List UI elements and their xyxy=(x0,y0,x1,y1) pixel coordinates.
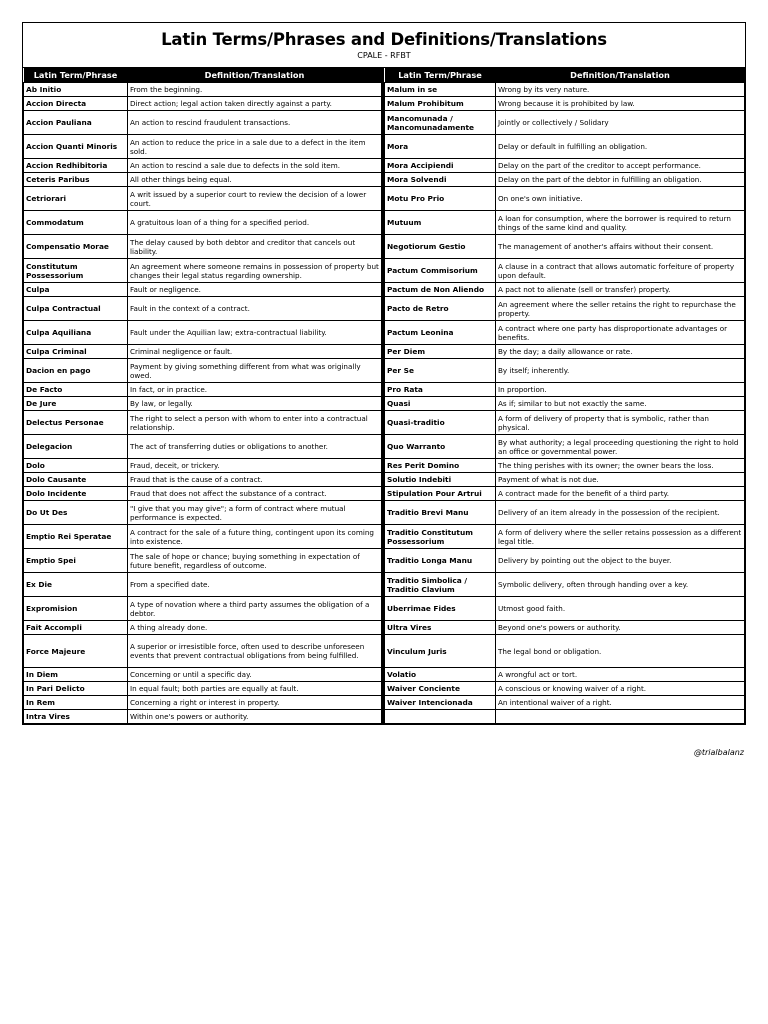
latin-term: Pacto de Retro xyxy=(385,297,496,321)
latin-term: Dolo Incidente xyxy=(24,487,128,501)
table-row xyxy=(385,187,745,211)
right-header-row xyxy=(385,68,745,83)
latin-term: Mancomunada / Mancomunadamente xyxy=(385,111,496,135)
latin-term xyxy=(385,710,496,724)
latin-term: Stipulation Pour Artrui xyxy=(385,487,496,501)
term-definition: Fraud that does not affect the substance of a contract. xyxy=(128,487,382,501)
term-definition: An intentional waiver of a right. xyxy=(496,696,745,710)
latin-term: Waiver Intencionada xyxy=(385,696,496,710)
latin-term: Malum Prohibitum xyxy=(385,97,496,111)
latin-term: Fait Accompli xyxy=(24,621,128,635)
table-row xyxy=(24,173,382,187)
latin-term: Ultra Vires xyxy=(385,621,496,635)
term-definition: An action to rescind a sale due to defects in the sold item. xyxy=(128,159,382,173)
term-definition: In equal fault; both parties are equally at fault. xyxy=(128,682,382,696)
latin-term: Constitutum Possessorium xyxy=(24,259,128,283)
term-definition: Symbolic delivery, often through handing over a key. xyxy=(496,573,745,597)
term-definition: "I give that you may give"; a form of contract where mutual performance is expected. xyxy=(128,501,382,525)
table-row xyxy=(385,397,745,411)
table-row xyxy=(385,211,745,235)
term-definition: In fact, or in practice. xyxy=(128,383,382,397)
latin-term: Pactum Commisorium xyxy=(385,259,496,283)
table-row xyxy=(24,83,382,97)
table-row xyxy=(385,173,745,187)
table-row xyxy=(24,397,382,411)
table-row xyxy=(24,525,382,549)
latin-term: Dolo Causante xyxy=(24,473,128,487)
latin-term: De Jure xyxy=(24,397,128,411)
table-row xyxy=(24,159,382,173)
term-definition: All other things being equal. xyxy=(128,173,382,187)
terms-columns xyxy=(23,68,745,724)
table-row xyxy=(24,97,382,111)
table-row xyxy=(24,411,382,435)
latin-term: Mora xyxy=(385,135,496,159)
term-definition: Payment by giving something different from what was originally owed. xyxy=(128,359,382,383)
latin-term: Accion Pauliana xyxy=(24,111,128,135)
table-row xyxy=(385,359,745,383)
latin-term: Per Diem xyxy=(385,345,496,359)
latin-term: Expromision xyxy=(24,597,128,621)
term-definition: A superior or irresistible force, often used to describe unforeseen events that prevent contractual obligations from being fulfilled. xyxy=(128,635,382,668)
term-definition: Delay on the part of the debtor in fulfilling an obligation. xyxy=(496,173,745,187)
left-table-body xyxy=(24,83,382,724)
table-row xyxy=(385,135,745,159)
table-row xyxy=(24,549,382,573)
term-definition: The right to select a person with whom to enter into a contractual relationship. xyxy=(128,411,382,435)
header-term: Latin Term/Phrase xyxy=(385,68,496,83)
latin-term: Uberrimae Fides xyxy=(385,597,496,621)
table-row xyxy=(385,710,745,724)
table-row xyxy=(385,696,745,710)
latin-term: Traditio Constitutum Possessorium xyxy=(385,525,496,549)
latin-term: In Rem xyxy=(24,696,128,710)
table-row xyxy=(24,297,382,321)
latin-term: Traditio Simbolica / Traditio Clavium xyxy=(385,573,496,597)
term-definition: A form of delivery of property that is symbolic, rather than physical. xyxy=(496,411,745,435)
table-row xyxy=(24,359,382,383)
latin-term: Dolo xyxy=(24,459,128,473)
latin-term: Pro Rata xyxy=(385,383,496,397)
latin-term: Commodatum xyxy=(24,211,128,235)
latin-term: Delectus Personae xyxy=(24,411,128,435)
term-definition: A type of novation where a third party assumes the obligation of a debtor. xyxy=(128,597,382,621)
term-definition: The legal bond or obligation. xyxy=(496,635,745,668)
table-row xyxy=(24,459,382,473)
header-definition: Definition/Translation xyxy=(128,68,382,83)
term-definition: An action to rescind fraudulent transactions. xyxy=(128,111,382,135)
latin-term: Solutio Indebiti xyxy=(385,473,496,487)
table-row xyxy=(24,111,382,135)
table-row xyxy=(385,459,745,473)
table-row xyxy=(24,573,382,597)
title-block xyxy=(23,23,745,68)
table-row xyxy=(24,435,382,459)
table-row xyxy=(24,135,382,159)
table-row xyxy=(385,525,745,549)
table-row xyxy=(24,345,382,359)
table-row xyxy=(24,696,382,710)
term-definition: Fault or negligence. xyxy=(128,283,382,297)
table-row xyxy=(24,211,382,235)
latin-term: Culpa xyxy=(24,283,128,297)
term-definition: Fraud, deceit, or trickery. xyxy=(128,459,382,473)
table-row xyxy=(385,473,745,487)
term-definition: Delivery by pointing out the object to the buyer. xyxy=(496,549,745,573)
latin-term: Ab Initio xyxy=(24,83,128,97)
document-sheet xyxy=(22,22,746,725)
latin-term: Culpa Contractual xyxy=(24,297,128,321)
term-definition: A loan for consumption, where the borrower is required to return things of the same kind and quality. xyxy=(496,211,745,235)
latin-term: Quasi-traditio xyxy=(385,411,496,435)
table-row xyxy=(385,345,745,359)
table-row xyxy=(385,597,745,621)
latin-term: Traditio Longa Manu xyxy=(385,549,496,573)
table-row xyxy=(385,259,745,283)
term-definition: Payment of what is not due. xyxy=(496,473,745,487)
table-row xyxy=(385,501,745,525)
latin-term: Emptio Rei Speratae xyxy=(24,525,128,549)
latin-term: Mora Accipiendi xyxy=(385,159,496,173)
table-row xyxy=(24,668,382,682)
left-header-row xyxy=(24,68,382,83)
latin-term: Volatio xyxy=(385,668,496,682)
term-definition: Fraud that is the cause of a contract. xyxy=(128,473,382,487)
table-row xyxy=(24,187,382,211)
term-definition: From a specified date. xyxy=(128,573,382,597)
term-definition: A contract for the sale of a future thing, contingent upon its coming into existence. xyxy=(128,525,382,549)
term-definition: Beyond one's powers or authority. xyxy=(496,621,745,635)
table-row xyxy=(385,383,745,397)
latin-term: Quasi xyxy=(385,397,496,411)
term-definition: As if; similar to but not exactly the same. xyxy=(496,397,745,411)
term-definition: An agreement where someone remains in possession of property but changes their legal status regarding ownership. xyxy=(128,259,382,283)
term-definition: Wrong by its very nature. xyxy=(496,83,745,97)
table-row xyxy=(24,321,382,345)
latin-term: Negotiorum Gestio xyxy=(385,235,496,259)
table-row xyxy=(385,682,745,696)
table-row xyxy=(24,635,382,668)
table-row xyxy=(385,487,745,501)
latin-term: Motu Pro Prio xyxy=(385,187,496,211)
latin-term: Traditio Brevi Manu xyxy=(385,501,496,525)
table-row xyxy=(24,597,382,621)
latin-term: Intra Vires xyxy=(24,710,128,724)
term-definition: Criminal negligence or fault. xyxy=(128,345,382,359)
latin-term: Accion Quanti Minoris xyxy=(24,135,128,159)
term-definition: A contract made for the benefit of a third party. xyxy=(496,487,745,501)
latin-term: Quo Warranto xyxy=(385,435,496,459)
term-definition: A writ issued by a superior court to review the decision of a lower court. xyxy=(128,187,382,211)
table-row xyxy=(24,487,382,501)
term-definition: On one's own initiative. xyxy=(496,187,745,211)
latin-term: De Facto xyxy=(24,383,128,397)
latin-term: Vinculum Juris xyxy=(385,635,496,668)
header-definition: Definition/Translation xyxy=(496,68,745,83)
term-definition: An agreement where the seller retains the right to repurchase the property. xyxy=(496,297,745,321)
latin-term: Delegacion xyxy=(24,435,128,459)
term-definition: Delay on the part of the creditor to accept performance. xyxy=(496,159,745,173)
term-definition: In proportion. xyxy=(496,383,745,397)
term-definition: The sale of hope or chance; buying something in expectation of future benefit, regardless of outcome. xyxy=(128,549,382,573)
latin-term: In Pari Delicto xyxy=(24,682,128,696)
term-definition: Wrong because it is prohibited by law. xyxy=(496,97,745,111)
term-definition: A conscious or knowing waiver of a right. xyxy=(496,682,745,696)
table-row xyxy=(385,435,745,459)
term-definition: An action to reduce the price in a sale due to a defect in the item sold. xyxy=(128,135,382,159)
latin-term: Dacion en pago xyxy=(24,359,128,383)
table-row xyxy=(385,83,745,97)
term-definition: By law, or legally. xyxy=(128,397,382,411)
latin-term: Malum in se xyxy=(385,83,496,97)
left-column xyxy=(23,68,384,724)
table-row xyxy=(385,111,745,135)
latin-term: Culpa Criminal xyxy=(24,345,128,359)
term-definition: The act of transferring duties or obligations to another. xyxy=(128,435,382,459)
table-row xyxy=(385,235,745,259)
table-row xyxy=(385,297,745,321)
latin-term: Res Perit Domino xyxy=(385,459,496,473)
latin-term: In Diem xyxy=(24,668,128,682)
latin-term: Accion Redhibitoria xyxy=(24,159,128,173)
term-definition: Within one's powers or authority. xyxy=(128,710,382,724)
latin-term: Ceteris Paribus xyxy=(24,173,128,187)
term-definition: Delay or default in fulfilling an obligation. xyxy=(496,135,745,159)
latin-term: Compensatio Morae xyxy=(24,235,128,259)
term-definition: From the beginning. xyxy=(128,83,382,97)
term-definition: A wrongful act or tort. xyxy=(496,668,745,682)
table-row xyxy=(385,411,745,435)
term-definition: A clause in a contract that allows automatic forfeiture of property upon default. xyxy=(496,259,745,283)
right-terms-table xyxy=(384,68,745,724)
term-definition: By what authority; a legal proceeding questioning the right to hold an office or governmental power. xyxy=(496,435,745,459)
header-term: Latin Term/Phrase xyxy=(24,68,128,83)
latin-term: Pactum Leonina xyxy=(385,321,496,345)
table-row xyxy=(385,621,745,635)
latin-term: Per Se xyxy=(385,359,496,383)
term-definition: Delivery of an item already in the possession of the recipient. xyxy=(496,501,745,525)
term-definition: Jointly or collectively / Solidary xyxy=(496,111,745,135)
table-row xyxy=(385,283,745,297)
term-definition: By itself; inherently. xyxy=(496,359,745,383)
term-definition: A gratuitous loan of a thing for a specified period. xyxy=(128,211,382,235)
latin-term: Ex Die xyxy=(24,573,128,597)
term-definition: The thing perishes with its owner; the owner bears the loss. xyxy=(496,459,745,473)
term-definition: The delay caused by both debtor and creditor that cancels out liability. xyxy=(128,235,382,259)
term-definition: Concerning or until a specific day. xyxy=(128,668,382,682)
term-definition: Direct action; legal action taken directly against a party. xyxy=(128,97,382,111)
left-terms-table xyxy=(23,68,382,724)
latin-term: Culpa Aquiliana xyxy=(24,321,128,345)
table-row xyxy=(385,573,745,597)
table-row xyxy=(385,635,745,668)
table-row xyxy=(24,501,382,525)
latin-term: Force Majeure xyxy=(24,635,128,668)
latin-term: Pactum de Non Aliendo xyxy=(385,283,496,297)
table-row xyxy=(24,283,382,297)
latin-term: Mutuum xyxy=(385,211,496,235)
table-row xyxy=(385,159,745,173)
table-row xyxy=(385,549,745,573)
table-row xyxy=(24,235,382,259)
term-definition xyxy=(496,710,745,724)
latin-term: Do Ut Des xyxy=(24,501,128,525)
term-definition: By the day; a daily allowance or rate. xyxy=(496,345,745,359)
table-row xyxy=(24,383,382,397)
table-row xyxy=(385,668,745,682)
term-definition: A pact not to alienate (sell or transfer) property. xyxy=(496,283,745,297)
latin-term: Cetriorari xyxy=(24,187,128,211)
right-column xyxy=(384,68,745,724)
term-definition: Utmost good faith. xyxy=(496,597,745,621)
term-definition: Concerning a right or interest in property. xyxy=(128,696,382,710)
term-definition: Fault under the Aquilian law; extra-contractual liability. xyxy=(128,321,382,345)
table-row xyxy=(24,473,382,487)
term-definition: A form of delivery where the seller retains possession as a different legal title. xyxy=(496,525,745,549)
term-definition: A contract where one party has disproportionate advantages or benefits. xyxy=(496,321,745,345)
table-row xyxy=(24,259,382,283)
term-definition: A thing already done. xyxy=(128,621,382,635)
right-table-body xyxy=(385,83,745,724)
table-row xyxy=(24,621,382,635)
term-definition: The management of another's affairs without their consent. xyxy=(496,235,745,259)
table-row xyxy=(24,710,382,724)
latin-term: Accion Directa xyxy=(24,97,128,111)
page-title: Latin Terms/Phrases and Definitions/Translations xyxy=(161,30,607,49)
author-credit: @trialbalanz xyxy=(693,748,744,757)
table-row xyxy=(385,97,745,111)
page-subtitle: CPALE - RFBT xyxy=(357,51,411,60)
latin-term: Mora Solvendi xyxy=(385,173,496,187)
latin-term: Emptio Spei xyxy=(24,549,128,573)
table-row xyxy=(385,321,745,345)
term-definition: Fault in the context of a contract. xyxy=(128,297,382,321)
table-row xyxy=(24,682,382,696)
latin-term: Waiver Conciente xyxy=(385,682,496,696)
